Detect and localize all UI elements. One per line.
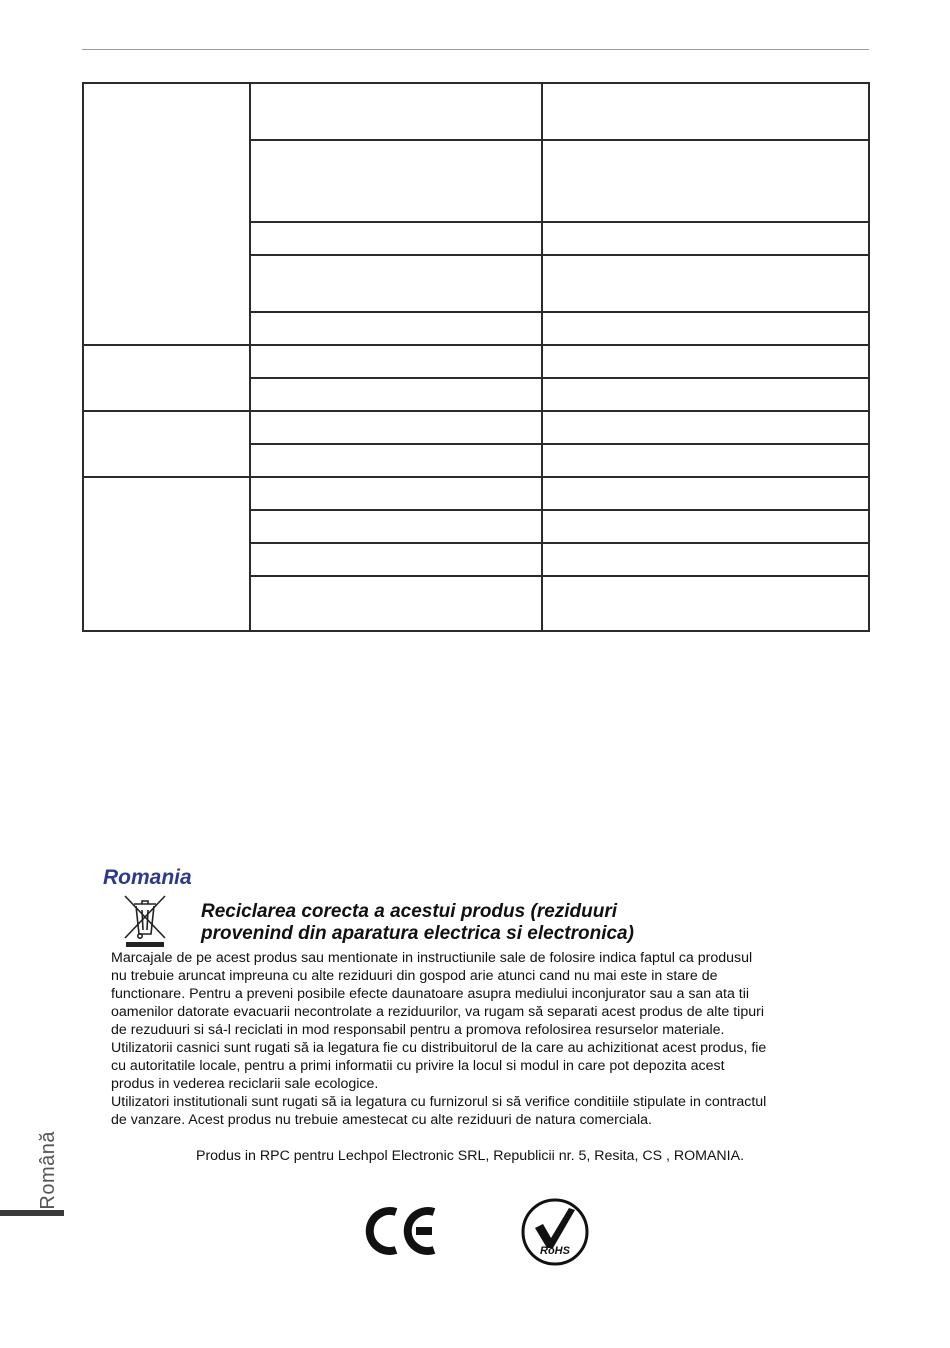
body-line: Utilizatorii casnici sunt rugati să ia legatura fie cu distribuitorul de la care au achizitionat acest produs, fie bbox=[111, 1040, 767, 1056]
manufacturer-line: Produs in RPC pentru Lechpol Electronic SRL, Republicii nr. 5, Resita, CS , ROMANIA. bbox=[195, 1148, 745, 1164]
table-cell bbox=[542, 83, 869, 140]
crossed-out-bin-icon bbox=[120, 890, 170, 948]
top-rule bbox=[82, 49, 869, 50]
table-cell bbox=[542, 411, 869, 444]
table-cell bbox=[542, 255, 869, 312]
table-cell bbox=[250, 312, 542, 345]
rohs-check-icon bbox=[519, 1196, 591, 1268]
table-row bbox=[83, 477, 869, 510]
body-line: cu autoritatile locale, pentru a primi informatii cu privire la locul si modul in care pot depozita acest bbox=[111, 1058, 725, 1074]
group-cell-2 bbox=[83, 345, 250, 411]
body-line: Marcajale de pe acest produs sau mentionate in instructiunile sale de folosire indica faptul ca produsul bbox=[111, 950, 753, 966]
subheading-line: Reciclarea corecta a acestui produs (reziduuri bbox=[201, 901, 618, 922]
table-cell bbox=[542, 477, 869, 510]
table-cell bbox=[542, 444, 869, 477]
table-cell bbox=[250, 576, 542, 631]
table-cell bbox=[250, 543, 542, 576]
subheading-line: provenind din aparatura electrica si electronica) bbox=[201, 923, 634, 944]
body-line: de vanzare. Acest produs nu trebuie amestecat cu alte reziduuri de natura comerciala. bbox=[111, 1112, 653, 1128]
table-cell bbox=[250, 444, 542, 477]
table-cell bbox=[542, 543, 869, 576]
group-cell-1 bbox=[83, 83, 250, 345]
body-line: produs in vederea reciclarii sale ecologice. bbox=[111, 1076, 379, 1092]
body-line: de rezuduuri si sá-l reciclati in mod responsabil pentru a promova refolosirea resurselor materiale. bbox=[111, 1022, 725, 1038]
table-cell bbox=[542, 312, 869, 345]
spec-table bbox=[82, 82, 870, 632]
table-row bbox=[83, 83, 869, 140]
body-line: Utilizatori institutionali sunt rugati să ia legatura cu furnizorul si să verifice conditiile stipulate in contractul bbox=[111, 1094, 767, 1110]
table-cell bbox=[542, 510, 869, 543]
table-cell bbox=[250, 477, 542, 510]
body-line: functionare. Pentru a preveni posibile efecte daunatoare asupra mediului inconjurator sau a san ata tii bbox=[111, 986, 750, 1002]
table-cell bbox=[250, 510, 542, 543]
section-subheading bbox=[201, 901, 841, 945]
table-cell bbox=[250, 411, 542, 444]
body-line: nu trebuie aruncat impreuna cu alte reziduuri din gospod arie atunci cand nu mai este in stare de bbox=[111, 968, 718, 984]
table-cell bbox=[542, 378, 869, 411]
table-row bbox=[83, 411, 869, 444]
body-line: oamenilor datorate evacuarii necontrolate a reziduurilor, va rugam să separati acest produs de alte tipuri bbox=[111, 1004, 764, 1020]
body-paragraph bbox=[111, 949, 871, 1129]
table-cell bbox=[250, 140, 542, 222]
side-tab-bar bbox=[0, 1210, 64, 1216]
language-side-tab bbox=[28, 1120, 68, 1210]
group-cell-3 bbox=[83, 411, 250, 477]
table-row bbox=[83, 345, 869, 378]
table-cell bbox=[250, 345, 542, 378]
table-cell bbox=[250, 83, 542, 140]
language-label: Română bbox=[36, 1131, 59, 1210]
table-cell bbox=[542, 576, 869, 631]
ce-mark-icon bbox=[364, 1204, 440, 1258]
table-cell bbox=[250, 222, 542, 255]
table-cell bbox=[250, 378, 542, 411]
table-cell bbox=[250, 255, 542, 312]
table-cell bbox=[542, 222, 869, 255]
table-cell bbox=[542, 345, 869, 378]
rohs-label: RoHS bbox=[540, 1245, 570, 1257]
group-cell-4 bbox=[83, 477, 250, 631]
table-cell bbox=[542, 140, 869, 222]
section-heading: Romania bbox=[103, 866, 192, 889]
